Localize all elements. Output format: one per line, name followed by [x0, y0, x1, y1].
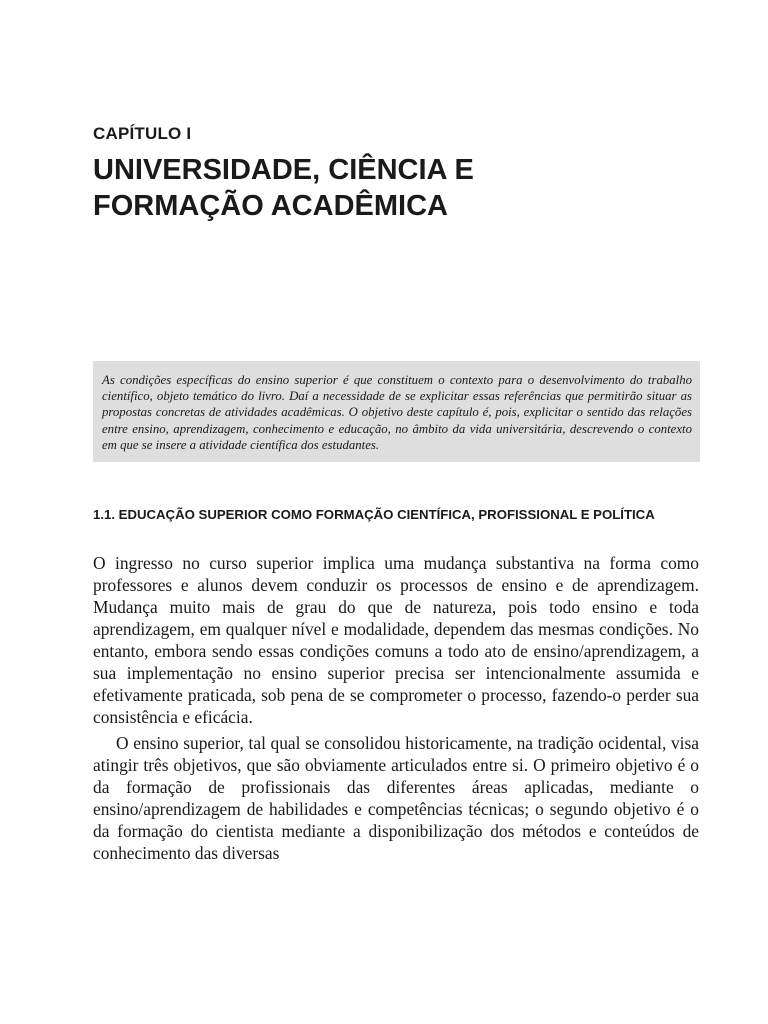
chapter-label: CAPÍTULO I: [93, 124, 192, 143]
body-paragraph-1: O ingresso no curso superior implica uma mudança substantiva na forma como professores e alunos devem conduzir os processos de ensino e de aprendizagem. Mudança muito mais de grau do que de natureza, pois todo ensino e toda aprendizagem, em qualquer nível e modalidade, dependem das mesmas condições. No entanto, embora sendo essas condições comuns a todo ato de ensino/aprendizagem, a sua implementação no ensino superior precisa ser intencionalmente assumida e efetivamente praticada, sob pena de se comprometer o processo, fazendo-o perder sua consistência e eficácia.: [93, 553, 699, 727]
body-paragraph-2: O ensino superior, tal qual se consolidou historicamente, na tradição ocidental, visa atingir três objetivos, que são obviamente articulados entre si. O primeiro objetivo é o da formação de profissionais das diferentes áreas aplicadas, mediante o ensino/aprendizagem de habilidades e competências técnicas; o segundo objetivo é o da formação do cientista mediante a disponibilização dos métodos e conteúdos de conhecimento das diversas: [93, 733, 699, 863]
chapter-title-line-2: FORMAÇÃO ACADÊMICA: [93, 190, 448, 222]
section-heading: 1.1. EDUCAÇÃO SUPERIOR COMO FORMAÇÃO CIENTÍFICA, PROFISSIONAL E POLÍTICA: [93, 507, 655, 522]
chapter-abstract: As condições específicas do ensino superior é que constituem o contexto para o desenvolvimento do trabalho científico, objeto temático do livro. Daí a necessidade de se explicitar essas referências que permitirão situar as propostas concretas de atividades acadêmicas. O objetivo deste capítulo é, pois, explicitar o sentido das relações entre ensino, aprendizagem, conhecimento e educação, no âmbito da vida universitária, descrevendo o contexto em que se insere a atividade científica dos estudantes.: [93, 361, 700, 462]
chapter-title-line-1: UNIVERSIDADE, CIÊNCIA E: [93, 154, 474, 186]
chapter-title: [93, 152, 713, 224]
body-text: [93, 552, 699, 868]
